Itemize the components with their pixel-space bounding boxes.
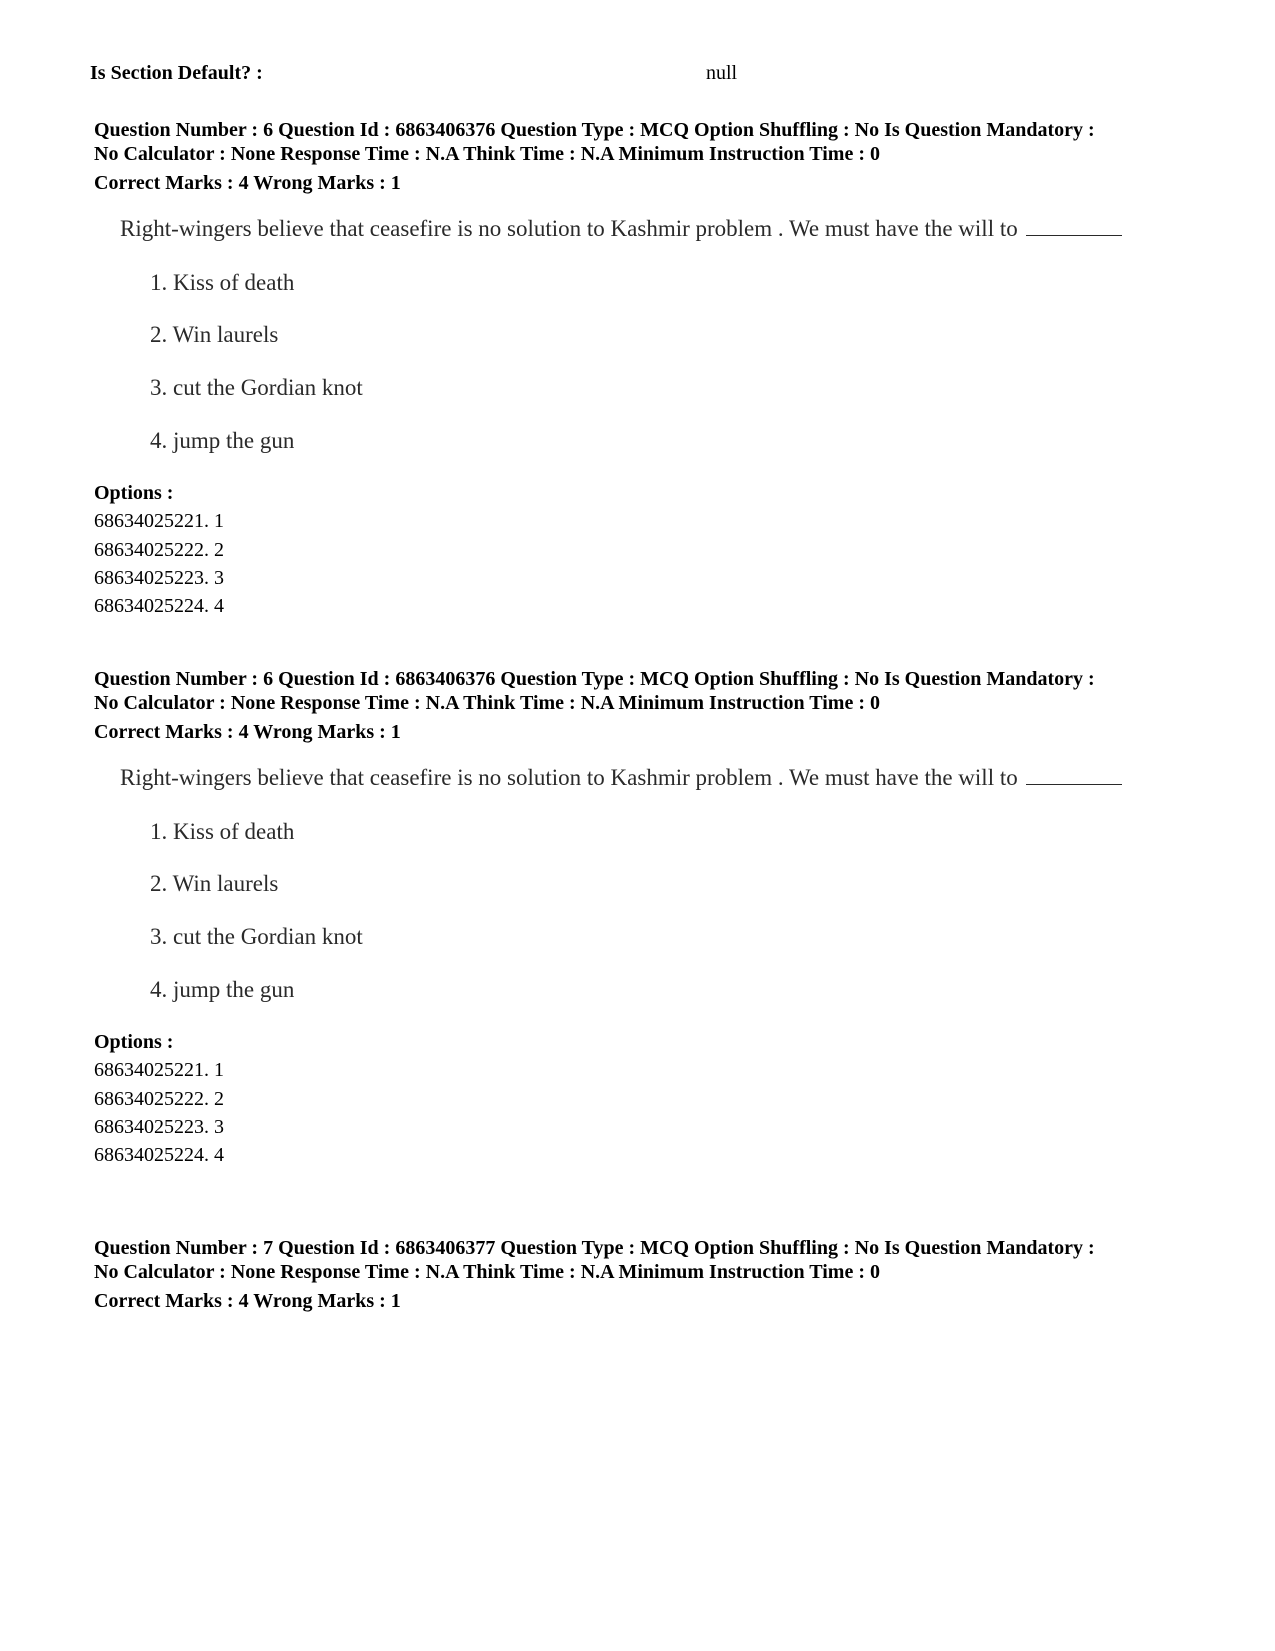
option-id-row: 68634025223. 3 (94, 1116, 224, 1138)
question-meta-line: Question Number : 6 Question Id : 6863406376 Question Type : MCQ Option Shuffling : No Is Question Mandatory : (94, 668, 1095, 690)
question-block (0, 667, 1275, 1187)
option-id-row: 68634025221. 1 (94, 510, 224, 532)
answer-choice: 4. jump the gun (150, 428, 295, 453)
option-id-row: 68634025221. 1 (94, 1059, 224, 1081)
answer-choice: 1. Kiss of death (150, 270, 295, 295)
option-id-row: 68634025222. 2 (94, 1088, 224, 1110)
question-stem (120, 763, 1122, 793)
fill-blank (1026, 215, 1122, 236)
answer-choice: 1. Kiss of death (150, 819, 295, 844)
answer-choice: 4. jump the gun (150, 977, 295, 1002)
answer-choice: 3. cut the Gordian knot (150, 375, 363, 400)
option-id-row: 68634025223. 3 (94, 567, 224, 589)
question-meta-line: Question Number : 6 Question Id : 6863406376 Question Type : MCQ Option Shuffling : No Is Question Mandatory : (94, 119, 1095, 141)
answer-choice: 3. cut the Gordian knot (150, 924, 363, 949)
option-id-row: 68634025222. 2 (94, 539, 224, 561)
section-default-value: null (706, 62, 738, 84)
options-heading: Options : (94, 482, 174, 504)
question-block (0, 1236, 1275, 1326)
question-meta-line: No Calculator : None Response Time : N.A Think Time : N.A Minimum Instruction Time : 0 (94, 692, 880, 714)
question-meta-line: Question Number : 7 Question Id : 6863406377 Question Type : MCQ Option Shuffling : No Is Question Mandatory : (94, 1237, 1095, 1259)
question-meta-line: No Calculator : None Response Time : N.A Think Time : N.A Minimum Instruction Time : 0 (94, 1261, 880, 1283)
option-id-row: 68634025224. 4 (94, 1144, 224, 1166)
question-stem-text: Right-wingers believe that ceasefire is no solution to Kashmir problem . We must have the will to (120, 765, 1018, 790)
question-marks: Correct Marks : 4 Wrong Marks : 1 (94, 721, 401, 743)
answer-choice: 2. Win laurels (150, 871, 279, 896)
question-block (0, 118, 1275, 638)
section-default-label: Is Section Default? : (90, 62, 263, 84)
answer-choice: 2. Win laurels (150, 322, 279, 347)
question-meta-line: No Calculator : None Response Time : N.A Think Time : N.A Minimum Instruction Time : 0 (94, 143, 880, 165)
question-stem (120, 214, 1122, 244)
options-heading: Options : (94, 1031, 174, 1053)
question-stem-text: Right-wingers believe that ceasefire is no solution to Kashmir problem . We must have the will to (120, 216, 1018, 241)
fill-blank (1026, 764, 1122, 785)
question-marks: Correct Marks : 4 Wrong Marks : 1 (94, 1290, 401, 1312)
question-marks: Correct Marks : 4 Wrong Marks : 1 (94, 172, 401, 194)
option-id-row: 68634025224. 4 (94, 595, 224, 617)
